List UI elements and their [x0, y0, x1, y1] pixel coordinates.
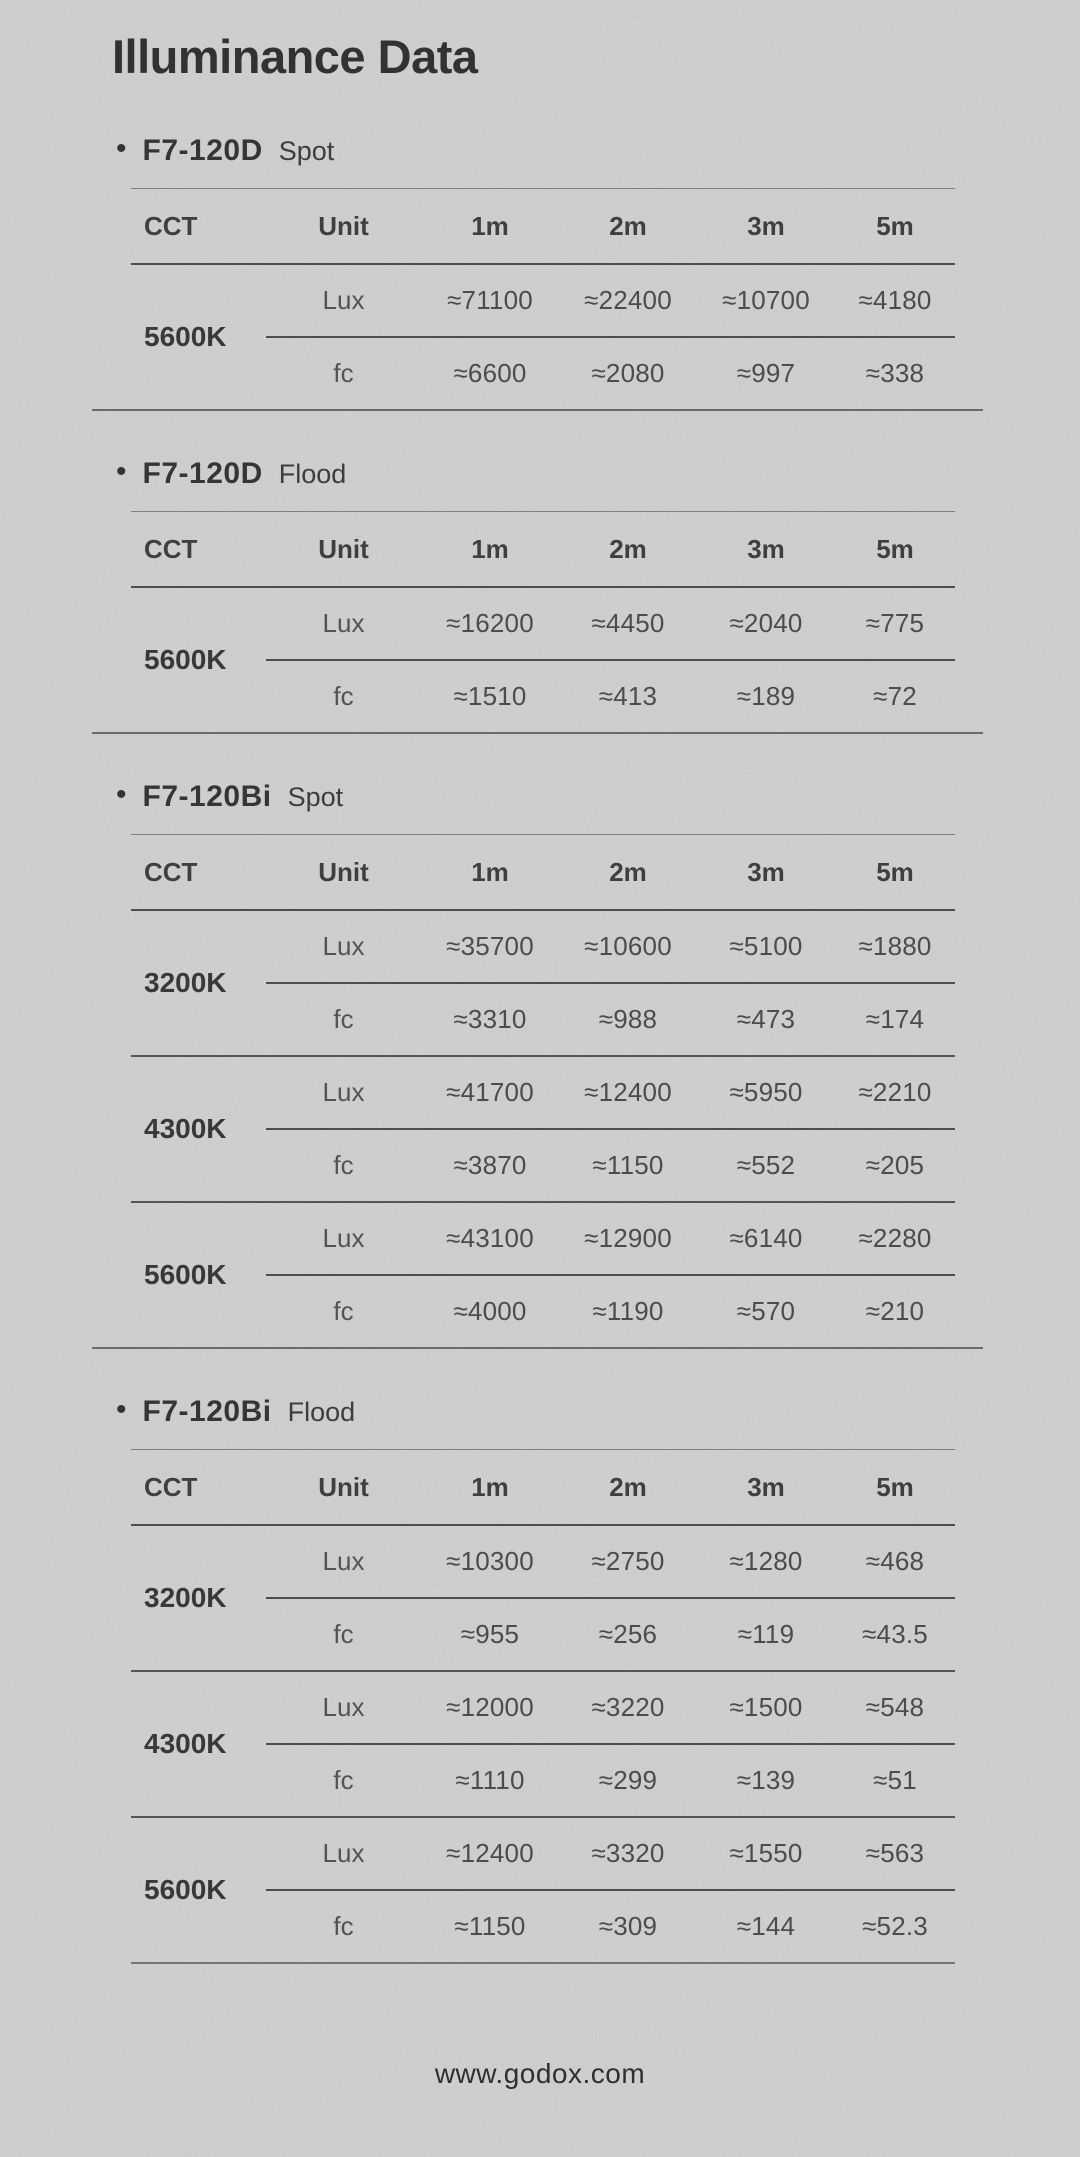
column-header-cct: CCT [144, 856, 198, 887]
data-row-lux [266, 1526, 955, 1597]
value-1m: ≈3310 [453, 1004, 527, 1034]
value-5m: ≈468 [865, 1546, 925, 1576]
group-rows [266, 911, 955, 1055]
column-header-1m: 1m [471, 533, 509, 564]
cct-group-5600k [131, 265, 955, 409]
value-1m: ≈12400 [446, 1838, 534, 1868]
value-1m: ≈43100 [446, 1223, 534, 1253]
value-3m: ≈6140 [729, 1223, 803, 1253]
unit-label: fc [333, 1765, 354, 1795]
unit-label: Lux [322, 1838, 365, 1868]
value-3m: ≈5100 [729, 931, 803, 961]
group-rows [266, 1203, 955, 1347]
section-divider [92, 1347, 983, 1349]
unit-label: Lux [322, 1077, 365, 1107]
value-2m: ≈4450 [591, 608, 665, 638]
value-2m: ≈12400 [584, 1077, 672, 1107]
column-header-1m: 1m [471, 1471, 509, 1502]
table-bottom-divider [131, 1962, 955, 1964]
value-2m: ≈413 [598, 681, 658, 711]
value-3m: ≈1280 [729, 1546, 803, 1576]
bullet-icon: • [116, 1393, 127, 1426]
unit-label: fc [333, 1150, 354, 1180]
cct-label: 5600K [144, 1874, 227, 1905]
cct-label: 3200K [144, 1582, 227, 1613]
unit-label: Lux [322, 608, 365, 638]
value-5m: ≈2210 [858, 1077, 932, 1107]
value-5m: ≈563 [865, 1838, 925, 1868]
section-divider [92, 409, 983, 411]
illuminance-table-f7-120d-spot [131, 188, 955, 409]
data-row-lux [266, 265, 955, 336]
column-header-3m: 3m [747, 533, 785, 564]
column-header-3m: 3m [747, 210, 785, 241]
value-5m: ≈72 [873, 681, 917, 711]
section-heading-f7-120bi-spot [116, 776, 1080, 818]
unit-label: Lux [322, 285, 365, 315]
value-5m: ≈1880 [858, 931, 932, 961]
value-3m: ≈10700 [722, 285, 810, 315]
value-3m: ≈473 [736, 1004, 796, 1034]
bullet-icon: • [116, 778, 127, 811]
group-rows [266, 1526, 955, 1670]
section-model: F7-120D [142, 134, 263, 167]
table-header-row [131, 512, 955, 586]
value-5m: ≈52.3 [862, 1911, 928, 1941]
column-header-unit: Unit [318, 856, 369, 887]
value-1m: ≈1110 [455, 1765, 525, 1795]
value-1m: ≈35700 [446, 931, 534, 961]
value-5m: ≈210 [865, 1296, 925, 1326]
unit-label: fc [333, 1619, 354, 1649]
page-title: Illuminance Data [112, 30, 478, 83]
value-3m: ≈144 [736, 1911, 796, 1941]
column-header-5m: 5m [876, 856, 914, 887]
section-f7-120d-spot [0, 130, 1080, 411]
value-3m: ≈570 [736, 1296, 796, 1326]
section-f7-120d-flood [0, 453, 1080, 734]
cct-group-3200k [131, 1526, 955, 1670]
unit-label: Lux [322, 1546, 365, 1576]
value-5m: ≈43.5 [862, 1619, 928, 1649]
value-2m: ≈3220 [591, 1692, 665, 1722]
column-header-cct: CCT [144, 533, 198, 564]
column-header-unit: Unit [318, 1471, 369, 1502]
cct-label: 4300K [144, 1113, 227, 1144]
illuminance-table-f7-120bi-flood [131, 1449, 955, 1962]
value-3m: ≈1550 [729, 1838, 803, 1868]
value-2m: ≈22400 [584, 285, 672, 315]
value-1m: ≈12000 [446, 1692, 534, 1722]
value-1m: ≈3870 [453, 1150, 527, 1180]
cct-group-4300k [131, 1057, 955, 1201]
value-2m: ≈2750 [591, 1546, 665, 1576]
unit-label: Lux [322, 931, 365, 961]
value-1m: ≈41700 [446, 1077, 534, 1107]
value-3m: ≈119 [737, 1619, 795, 1649]
value-5m: ≈548 [865, 1692, 925, 1722]
data-row-lux [266, 588, 955, 659]
illuminance-table-f7-120d-flood [131, 511, 955, 732]
column-header-5m: 5m [876, 210, 914, 241]
value-5m: ≈2280 [858, 1223, 932, 1253]
section-divider [92, 732, 983, 734]
value-1m: ≈1510 [453, 681, 527, 711]
value-2m: ≈1190 [592, 1296, 664, 1326]
column-header-2m: 2m [609, 1471, 647, 1502]
cct-group-5600k [131, 1203, 955, 1347]
value-5m: ≈775 [865, 608, 925, 638]
group-rows [266, 588, 955, 732]
column-header-3m: 3m [747, 1471, 785, 1502]
data-row-fc [266, 1745, 955, 1816]
column-header-5m: 5m [876, 1471, 914, 1502]
data-row-fc [266, 1130, 955, 1201]
value-1m: ≈6600 [453, 358, 527, 388]
unit-label: fc [333, 1296, 354, 1326]
unit-label: fc [333, 681, 354, 711]
group-rows [266, 1672, 955, 1816]
value-5m: ≈51 [873, 1765, 917, 1795]
group-rows [266, 1057, 955, 1201]
section-heading-f7-120d-spot [116, 130, 1080, 172]
value-5m: ≈205 [865, 1150, 925, 1180]
section-model: F7-120Bi [142, 780, 272, 813]
bullet-icon: • [116, 132, 127, 165]
data-row-fc [266, 1891, 955, 1962]
value-2m: ≈988 [598, 1004, 658, 1034]
cct-label: 4300K [144, 1728, 227, 1759]
column-header-2m: 2m [609, 856, 647, 887]
cct-group-4300k [131, 1672, 955, 1816]
value-1m: ≈71100 [447, 285, 533, 315]
cct-label: 5600K [144, 644, 227, 675]
value-3m: ≈2040 [729, 608, 803, 638]
value-1m: ≈10300 [446, 1546, 534, 1576]
illuminance-table-f7-120bi-spot [131, 834, 955, 1347]
cct-group-5600k [131, 588, 955, 732]
value-3m: ≈1500 [729, 1692, 803, 1722]
unit-label: fc [333, 1004, 354, 1034]
value-1m: ≈955 [460, 1619, 520, 1649]
table-header-row [131, 189, 955, 263]
cct-label: 5600K [144, 321, 227, 352]
cct-label: 5600K [144, 1259, 227, 1290]
section-heading-f7-120d-flood [116, 453, 1080, 495]
column-header-1m: 1m [471, 856, 509, 887]
section-heading-f7-120bi-flood [116, 1391, 1080, 1433]
column-header-unit: Unit [318, 533, 369, 564]
cct-label: 3200K [144, 967, 227, 998]
section-mode: Spot [287, 782, 344, 812]
value-1m: ≈1150 [454, 1911, 526, 1941]
value-2m: ≈1150 [592, 1150, 664, 1180]
value-1m: ≈16200 [446, 608, 534, 638]
value-2m: ≈299 [598, 1765, 658, 1795]
value-5m: ≈174 [865, 1004, 925, 1034]
group-rows [266, 1818, 955, 1962]
data-row-fc [266, 661, 955, 732]
data-row-lux [266, 1203, 955, 1274]
value-2m: ≈10600 [584, 931, 672, 961]
value-2m: ≈12900 [584, 1223, 672, 1253]
data-row-lux [266, 911, 955, 982]
column-header-2m: 2m [609, 533, 647, 564]
data-row-lux [266, 1672, 955, 1743]
data-row-lux [266, 1057, 955, 1128]
value-3m: ≈189 [736, 681, 796, 711]
data-row-fc [266, 338, 955, 409]
section-mode: Spot [278, 136, 335, 166]
value-2m: ≈2080 [591, 358, 665, 388]
unit-label: fc [333, 358, 354, 388]
column-header-cct: CCT [144, 210, 198, 241]
section-f7-120bi-flood [0, 1391, 1080, 1964]
value-3m: ≈552 [736, 1150, 796, 1180]
group-rows [266, 265, 955, 409]
value-2m: ≈309 [598, 1911, 658, 1941]
column-header-5m: 5m [876, 533, 914, 564]
column-header-cct: CCT [144, 1471, 198, 1502]
data-row-lux [266, 1818, 955, 1889]
footer-url: www.godox.com [434, 2058, 646, 2089]
data-row-fc [266, 1599, 955, 1670]
value-5m: ≈4180 [858, 285, 932, 315]
column-header-2m: 2m [609, 210, 647, 241]
unit-label: Lux [322, 1223, 365, 1253]
value-3m: ≈5950 [729, 1077, 803, 1107]
value-5m: ≈338 [865, 358, 925, 388]
value-1m: ≈4000 [453, 1296, 527, 1326]
value-2m: ≈256 [598, 1619, 658, 1649]
section-model: F7-120D [142, 457, 263, 490]
section-model: F7-120Bi [142, 1395, 272, 1428]
section-f7-120bi-spot [0, 776, 1080, 1349]
column-header-unit: Unit [318, 210, 369, 241]
unit-label: fc [333, 1911, 354, 1941]
sections [0, 130, 1080, 1964]
value-3m: ≈139 [736, 1765, 796, 1795]
data-row-fc [266, 1276, 955, 1347]
section-mode: Flood [278, 459, 347, 489]
data-row-fc [266, 984, 955, 1055]
value-2m: ≈3320 [591, 1838, 665, 1868]
table-header-row [131, 1450, 955, 1524]
cct-group-5600k [131, 1818, 955, 1962]
unit-label: Lux [322, 1692, 365, 1722]
column-header-1m: 1m [471, 210, 509, 241]
bullet-icon: • [116, 455, 127, 488]
value-3m: ≈997 [736, 358, 796, 388]
cct-group-3200k [131, 911, 955, 1055]
column-header-3m: 3m [747, 856, 785, 887]
section-mode: Flood [287, 1397, 356, 1427]
table-header-row [131, 835, 955, 909]
